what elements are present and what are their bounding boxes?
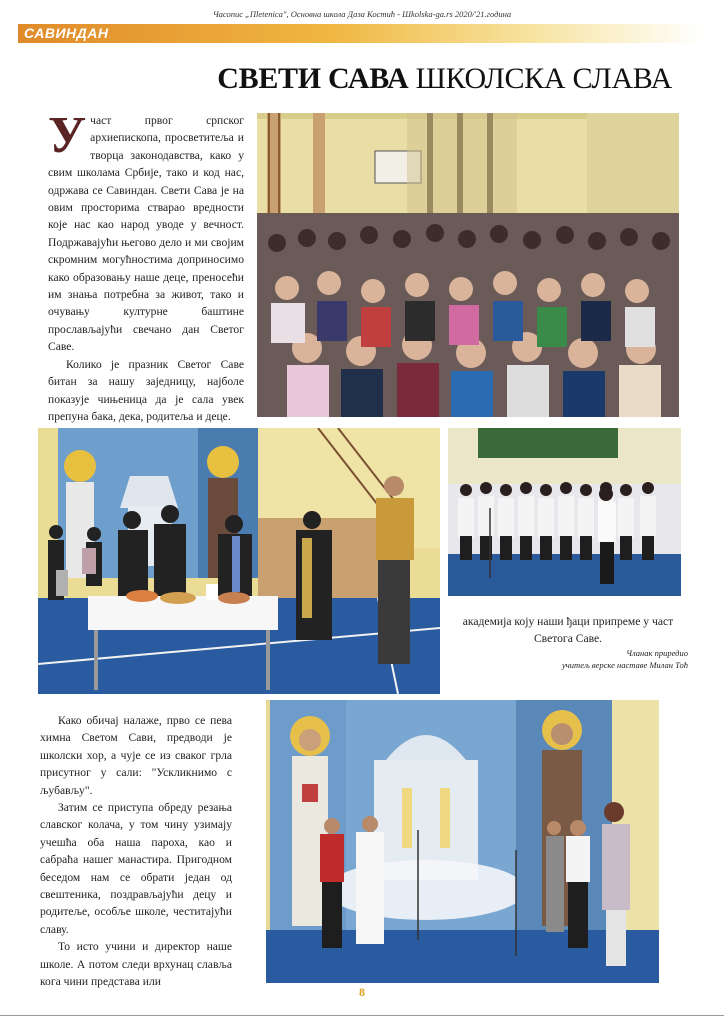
page-title bbox=[217, 62, 672, 96]
article-paragraph bbox=[48, 107, 244, 356]
article-paragraph: Како обичај налаже, прво се пева химна Светом Сави, предводи је школски хор, а чује се из сваког грла присутног у сали: "Ускликнимо с љубављу". bbox=[40, 714, 232, 797]
article-column-2 bbox=[40, 712, 232, 991]
footer-divider bbox=[0, 1015, 724, 1016]
title-bold: СВЕТИ САВА bbox=[217, 62, 409, 95]
title-regular: ШКОЛСКА СЛАВА bbox=[415, 62, 672, 95]
article-paragraph: То исто учини и директор наше школе. А потом следи врхунац славља кога чини представа или bbox=[40, 940, 232, 989]
article-text: част првог српског архиепископа, просветитеља и творца законодавства, како у свим школама Србије, тако и код нас, одржава се Савиндан. Свети Сава је на овим просторима стварао вредности које нас као народ уводе у вечност. Подржавајући његово дело и ми својим скромним могућностима доприносимо како образовању наше деце, преносећи им знања потребна за живот, тако и очувању културне баштине прослављајући свечано дан Светог Саве. bbox=[48, 114, 244, 354]
article-paragraph: Колико је празник Светог Саве битан за нашу заједницу, најболе показује чињеница да је сала увек препуна бака, дека, родитеља и деце. bbox=[48, 357, 244, 423]
credit-line-1: Чланак приредио bbox=[626, 648, 688, 658]
page-number: 8 bbox=[359, 985, 365, 999]
article-column-3: академија коју наши ђаци припреме у част Светога Саве. bbox=[462, 615, 674, 646]
photo-choir bbox=[448, 428, 681, 596]
dropcap: У bbox=[48, 107, 87, 164]
photo-audience bbox=[257, 113, 679, 417]
photo-ceremony bbox=[38, 428, 440, 694]
section-label: САВИНДАН bbox=[24, 25, 109, 41]
article-column-1 bbox=[48, 107, 244, 425]
header-line: Часопис „Пletenica", Основна школа Даза Костић - Шkolska-ga.rs 2020/'21.година bbox=[212, 9, 512, 19]
article-paragraph: Затим се приступа обреду резања славског колача, у том чину узимају учешћа оба наша пароха, као и сабраћа нашег манастира. Пригодном беседом нам се обрати један од свештеника, поздрављајући децу и родитеље, особље школе, честитајући славу. bbox=[40, 801, 232, 936]
section-band bbox=[18, 24, 704, 43]
photo-play bbox=[266, 700, 659, 983]
credit-line-2: учитељ верске наставе Милан Тоћ bbox=[561, 660, 688, 670]
article-credit bbox=[448, 647, 688, 671]
